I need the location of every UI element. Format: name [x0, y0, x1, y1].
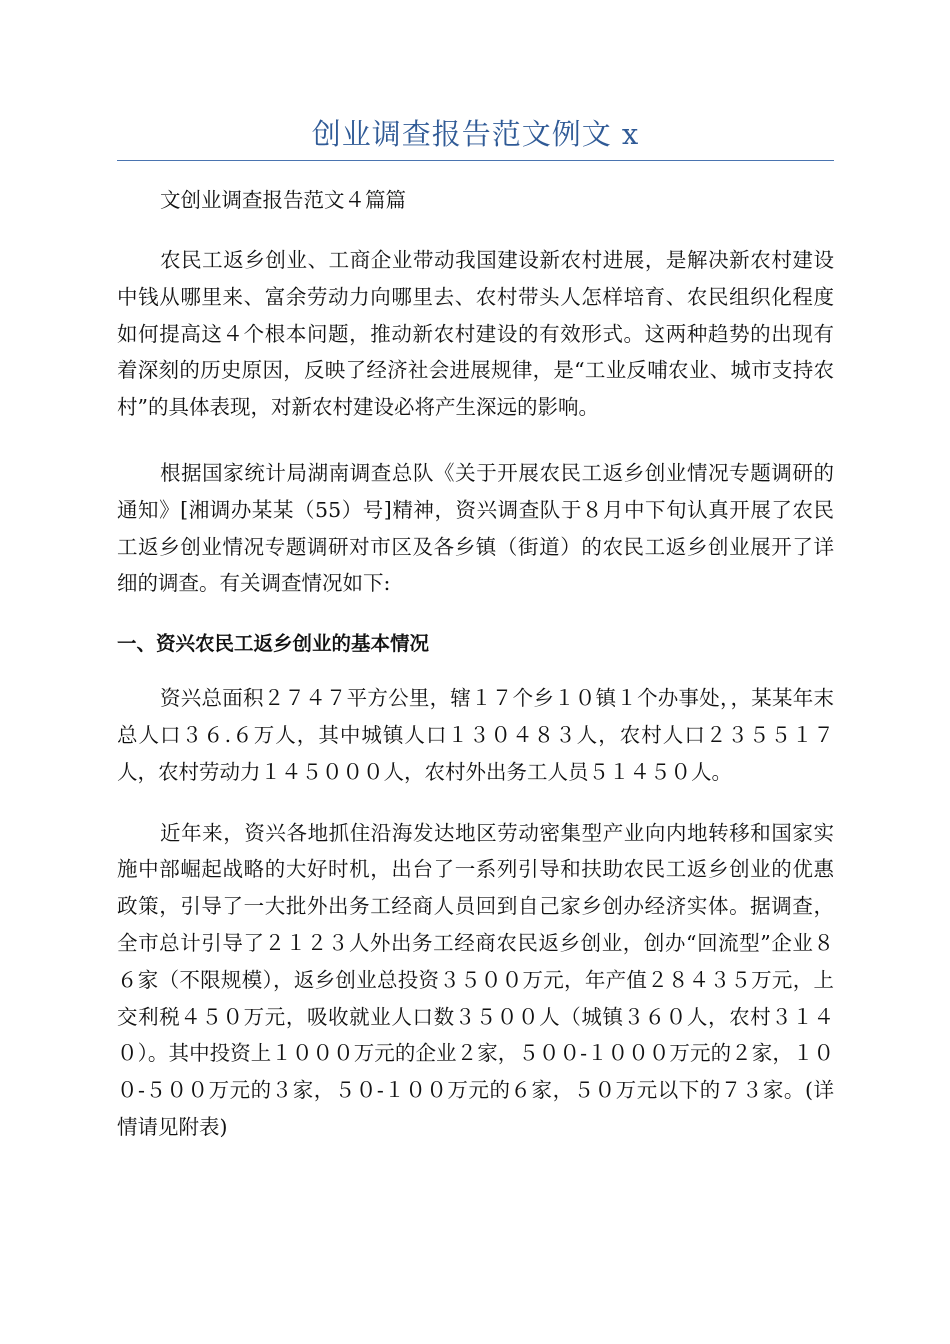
section-heading: 一、资兴农民工返乡创业的基本情况: [117, 632, 430, 656]
document-title: 创业调查报告范文例文 x: [311, 117, 640, 151]
document-subtitle: 文创业调查报告范文４篇篇: [160, 188, 406, 212]
paragraph-background: 根据国家统计局湖南调查总队《关于开展农民工返乡创业情况专题调研的通知》[湘调办某某（55）号]精神，资兴调查队于８月中下旬认真开展了农民工返乡创业情况专题调研对市区及各乡镇（街道）的农民工返乡创业展开了详细的调查。有关调查情况如下:: [117, 460, 834, 596]
paragraph-recent-years: 近年来，资兴各地抓住沿海发达地区劳动密集型产业向内地转移和国家实施中部崛起战略的大好时机，出台了一系列引导和扶助农民工返乡创业的优惠政策，引导了一大批外出务工经商人员回到自己家乡创办经济实体。据调查，全市总计引导了２１２３人外出务工经商农民返乡创业，创办“回流型”企业８６家（不限规模），返乡创业总投资３５００万元，年产值２８４３５万元，上交利税４５０万元，吸收就业人口数３５００人（城镇３６０人，农村３１４０）。其中投资上１０００万元的企业２家，５００-１０００万元的２家，１００-５００万元的３家，５０-１００万元的６家，５０万元以下的７３家。(详情请见附表): [117, 820, 834, 1139]
title-underline: [117, 160, 834, 161]
paragraph-intro: 农民工返乡创业、工商企业带动我国建设新农村进展，是解决新农村建设中钱从哪里来、富余劳动力向哪里去、农村带头人怎样培育、农民组织化程度如何提高这４个根本问题，推动新农村建设的有效形式。这两种趋势的出现有着深刻的历史原因，反映了经济社会进展规律，是“工业反哺农业、城市支持农村”的具体表现，对新农村建设必将产生深远的影响。: [117, 248, 834, 420]
paragraph-basic-info: 资兴总面积２７４７平方公里，辖１７个乡１０镇１个办事处，，某某年末总人口３６.６万人，其中城镇人口１３０４８３人，农村人口２３５５１７人，农村劳动力１４５０００人，农村外出务工人员５１４５０人。: [117, 686, 834, 784]
document-page: [117, 100, 834, 1146]
